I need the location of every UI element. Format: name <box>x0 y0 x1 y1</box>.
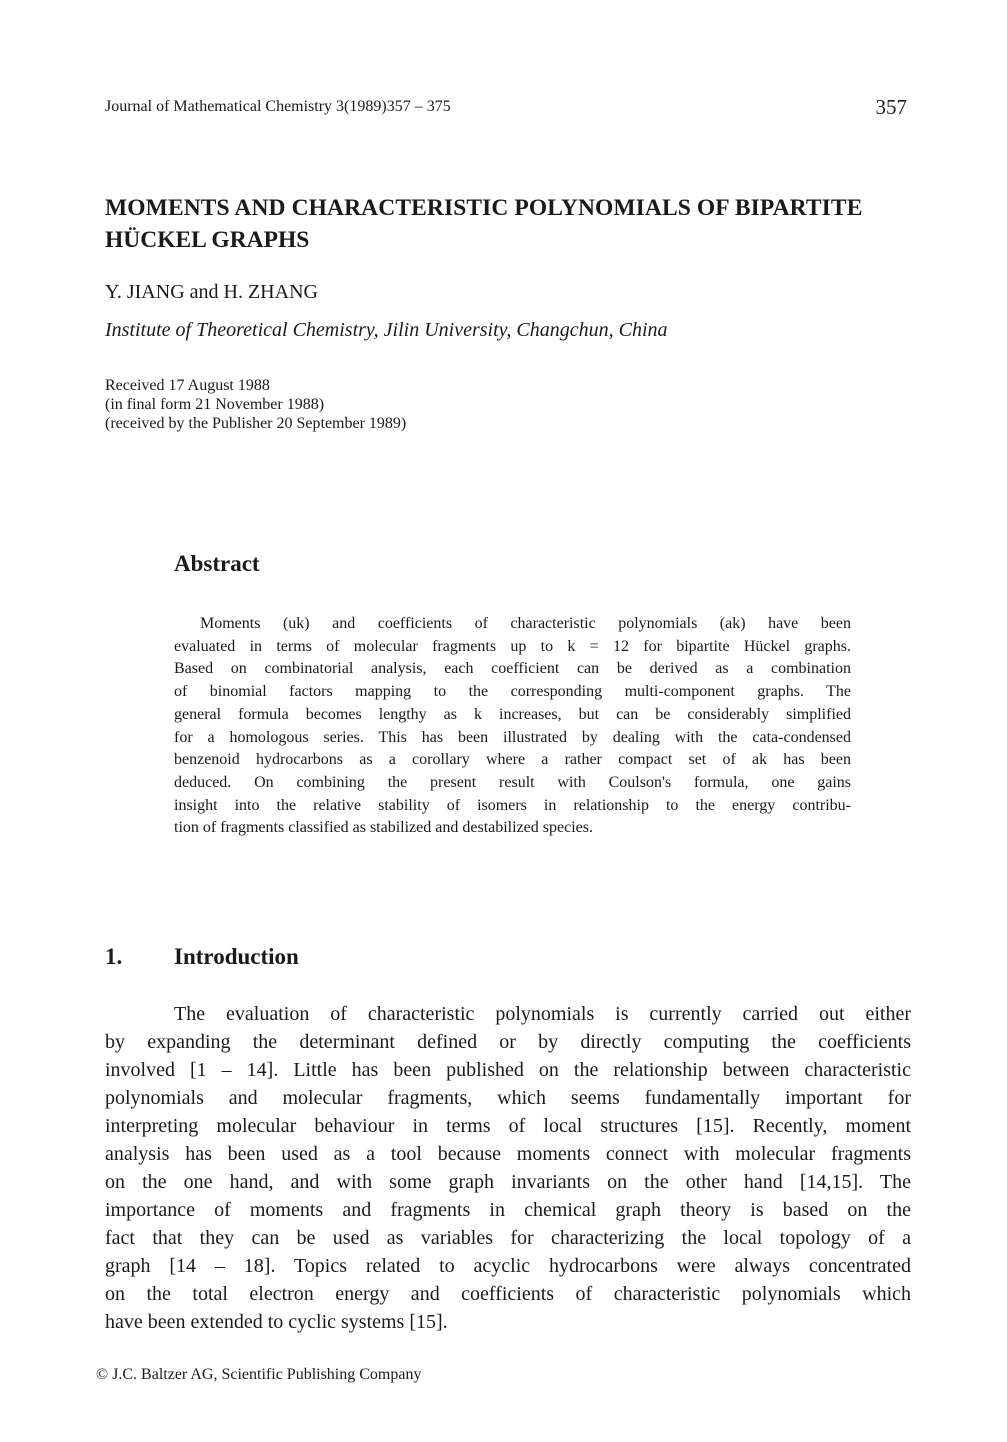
introduction-body <box>105 1000 911 1336</box>
intro-line: have been extended to cyclic systems [15]. <box>105 1311 448 1333</box>
intro-line: polynomials and molecular fragments, which seems fundamentally important for <box>105 1087 911 1109</box>
affiliation: Institute of Theoretical Chemistry, Jilin University, Changchun, China <box>105 319 668 341</box>
abstract-line: Based on combinatorial analysis, each coefficient can be derived as a combination <box>174 660 851 678</box>
intro-line: The evaluation of characteristic polynomials is currently carried out either <box>174 1003 911 1025</box>
page-number: 357 <box>875 95 907 119</box>
title-line-1: MOMENTS AND CHARACTERISTIC POLYNOMIALS OF BIPARTITE <box>105 195 863 221</box>
title-line-2: HÜCKEL GRAPHS <box>105 227 310 253</box>
journal-citation: Journal of Mathematical Chemistry 3(1989)357 – 375 <box>105 98 451 115</box>
section-number: 1. <box>105 944 123 969</box>
copyright-footer: © J.C. Baltzer AG, Scientific Publishing Company <box>96 1366 422 1383</box>
received-dates <box>105 376 406 433</box>
intro-line: graph [14 – 18]. Topics related to acyclic hydrocarbons were always concentrated <box>105 1255 911 1277</box>
intro-line: involved [1 – 14]. Little has been published on the relationship between characteristic <box>105 1059 911 1081</box>
abstract-line: deduced. On combining the present result with Coulson's formula, one gains <box>174 773 851 791</box>
intro-line: analysis has been used as a tool because moments connect with molecular fragments <box>105 1143 911 1165</box>
abstract-line: benzenoid hydrocarbons as a corollary where a rather compact set of ak has been <box>174 751 851 769</box>
intro-line: interpreting molecular behaviour in terms of local structures [15]. Recently, moment <box>105 1115 911 1137</box>
intro-line: by expanding the determinant defined or by directly computing the coefficients <box>105 1031 911 1053</box>
final-form-date: (in final form 21 November 1988) <box>105 396 325 413</box>
authors: Y. JIANG and H. ZHANG <box>105 281 318 303</box>
abstract-line: evaluated in terms of molecular fragments up to k = 12 for bipartite Hückel graphs. <box>174 637 851 655</box>
abstract-heading: Abstract <box>174 551 260 576</box>
abstract-body <box>174 613 851 840</box>
section-title: Introduction <box>174 944 299 969</box>
abstract-line: general formula becomes lengthy as k increases, but can be considerably simplified <box>174 705 851 723</box>
abstract-line: insight into the relative stability of isomers in relationship to the energy contribu- <box>174 796 851 814</box>
intro-line: importance of moments and fragments in chemical graph theory is based on the <box>105 1199 911 1221</box>
abstract-line: for a homologous series. This has been illustrated by dealing with the cata-condensed <box>174 728 851 746</box>
received-date: Received 17 August 1988 <box>105 377 270 394</box>
publisher-date: (received by the Publisher 20 September 1989) <box>105 415 407 432</box>
abstract-line: Moments (uk) and coefficients of characteristic polynomials (ak) have been <box>200 615 851 632</box>
intro-line: fact that they can be used as variables for characterizing the local topology of a <box>105 1227 911 1249</box>
abstract-line: of binomial factors mapping to the corresponding multi-component graphs. The <box>174 683 851 701</box>
abstract-line: tion of fragments classified as stabilized and destabilized species. <box>174 819 593 837</box>
paper-title <box>105 192 925 256</box>
intro-line: on the total electron energy and coefficients of characteristic polynomials which <box>105 1283 911 1305</box>
intro-line: on the one hand, and with some graph invariants on the other hand [14,15]. The <box>105 1171 911 1193</box>
